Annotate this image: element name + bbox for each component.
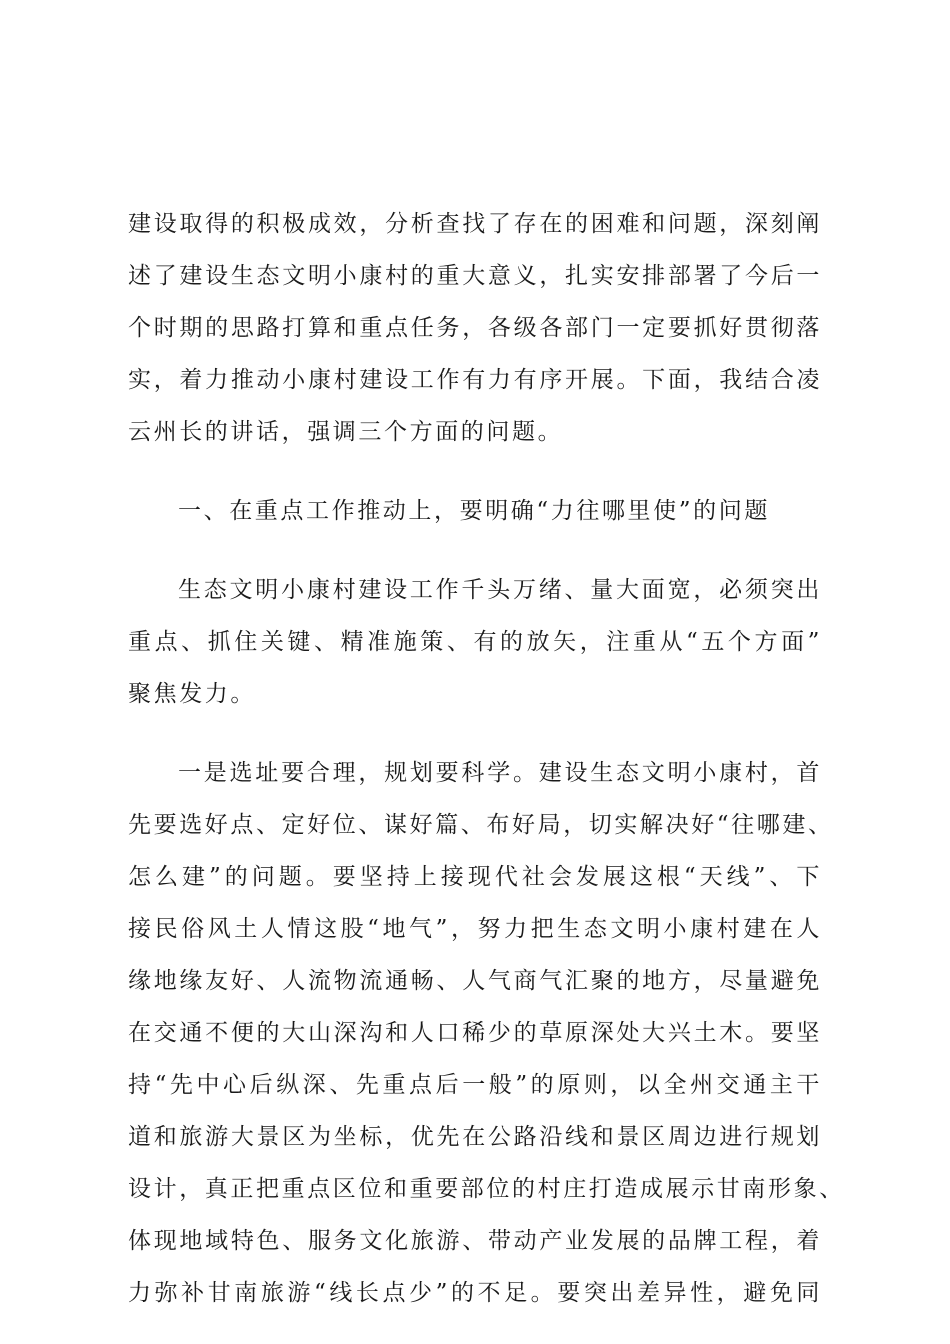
paragraph-gap bbox=[128, 720, 822, 747]
text-line: 聚焦发力。 bbox=[128, 681, 256, 707]
text-line: 设计，真正把重点区位和重要部位的村庄打造成展示甘南形象、 bbox=[128, 1176, 845, 1202]
text-line: 重点、抓住关键、精准施策、有的放矢，注重从“五个方面” bbox=[128, 629, 822, 655]
section-heading-text: 一、在重点工作推动上，要明确“力往哪里使”的问题 bbox=[178, 498, 770, 524]
text-line: 体现地域特色、服务文化旅游、带动产业发展的品牌工程，着 bbox=[128, 1228, 822, 1254]
text-line: 道和旅游大景区为坐标，优先在公路沿线和景区周边进行规划 bbox=[128, 1124, 822, 1150]
text-line: 力弥补甘南旅游“线长点少”的不足。要突出差异性，避免同 bbox=[128, 1280, 822, 1306]
text-line: 缘地缘友好、人流物流通畅、人气商气汇聚的地方，尽量避免 bbox=[128, 968, 822, 994]
text-line: 接民俗风土人情这股“地气”，努力把生态文明小康村建在人 bbox=[128, 916, 822, 942]
text-line: 实，着力推动小康村建设工作有力有序开展。下面，我结合凌 bbox=[128, 367, 822, 393]
text-line: 建设取得的积极成效，分析查找了存在的困难和问题，深刻阐 bbox=[128, 211, 822, 237]
text-line: 在交通不便的大山深沟和人口稀少的草原深处大兴土木。要坚 bbox=[128, 1020, 822, 1046]
paragraph-focus bbox=[128, 564, 822, 720]
paragraph-site-selection bbox=[128, 747, 845, 1319]
text-line: 生态文明小康村建设工作千头万绪、量大面宽，必须突出 bbox=[178, 577, 822, 603]
text-line: 持“先中心后纵深、先重点后一般”的原则，以全州交通主干 bbox=[128, 1072, 822, 1098]
text-line: 云州长的讲话，强调三个方面的问题。 bbox=[128, 419, 564, 445]
text-line: 一是选址要合理，规划要科学。建设生态文明小康村，首 bbox=[178, 760, 822, 786]
paragraph-gap bbox=[128, 537, 822, 564]
document-body bbox=[128, 198, 845, 1319]
text-line: 怎么建”的问题。要坚持上接现代社会发展这根“天线”、下 bbox=[128, 864, 822, 890]
section-heading bbox=[128, 485, 822, 537]
paragraph-gap bbox=[128, 458, 822, 485]
text-line: 先要选好点、定好位、谋好篇、布好局，切实解决好“往哪建、 bbox=[128, 812, 834, 838]
paragraph-intro-continuation bbox=[128, 198, 822, 458]
text-line: 述了建设生态文明小康村的重大意义，扎实安排部署了今后一 bbox=[128, 263, 822, 289]
text-line: 个时期的思路打算和重点任务，各级各部门一定要抓好贯彻落 bbox=[128, 315, 822, 341]
